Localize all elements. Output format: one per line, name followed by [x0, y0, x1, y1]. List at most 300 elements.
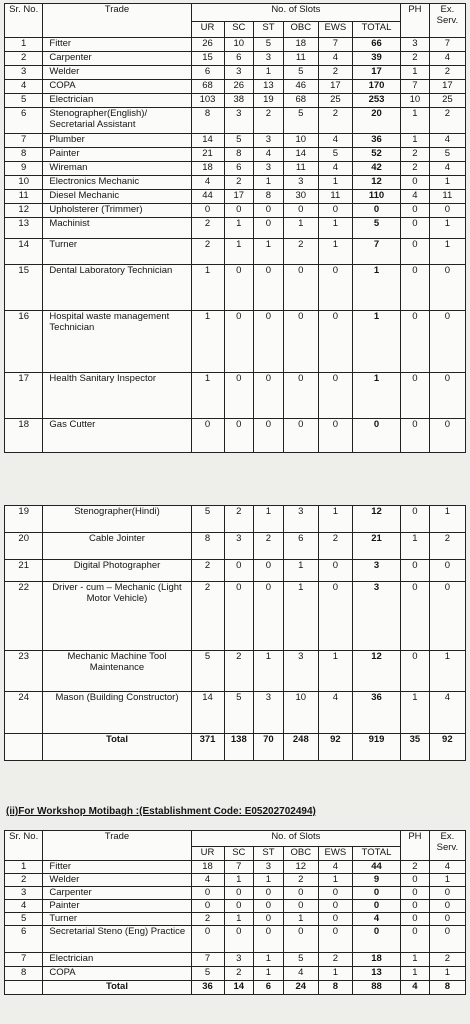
table-row — [5, 134, 466, 148]
cell-total: 12 — [352, 176, 400, 190]
cell-st: 0 — [254, 204, 284, 218]
cell-ews: 0 — [318, 373, 352, 419]
cell-sr-no: 4 — [5, 900, 43, 913]
cell-ur: 0 — [191, 900, 224, 913]
cell-sr-no: 7 — [5, 953, 43, 967]
cell-trade: Gas Cutter — [43, 419, 191, 453]
cell-ph: 4 — [401, 190, 430, 204]
cell-total: 42 — [352, 162, 400, 176]
table-row — [5, 373, 466, 419]
cell-ur: 0 — [191, 887, 224, 900]
header-total: TOTAL — [352, 22, 400, 38]
cell-total: 52 — [352, 148, 400, 162]
cell-ur: 18 — [191, 162, 224, 176]
trade-slots-table-2 — [4, 505, 466, 761]
table-row — [5, 861, 466, 874]
cell-sc: 1 — [224, 218, 254, 239]
cell-ews: 1 — [318, 967, 352, 981]
cell-trade: Electrician — [43, 94, 191, 108]
header-ph: PH — [401, 4, 430, 38]
cell-trade: Stenographer(English)/ Secretarial Assistant — [43, 108, 191, 134]
cell-st: 0 — [254, 419, 284, 453]
cell-trade: Painter — [43, 148, 191, 162]
table-row — [5, 148, 466, 162]
cell-ews: 2 — [318, 66, 352, 80]
cell-trade: Driver - cum – Mechanic (Light Motor Vehicle) — [43, 582, 191, 651]
cell-ur: 5 — [191, 651, 224, 692]
cell-obc: 11 — [283, 162, 318, 176]
cell-st: 0 — [254, 913, 284, 926]
cell-ex-serv: 1 — [429, 967, 465, 981]
cell-ph: 2 — [401, 52, 430, 66]
cell-obc: 1 — [283, 218, 318, 239]
cell-ph: 0 — [401, 506, 430, 533]
cell-ex-serv: 1 — [429, 176, 465, 190]
cell-ph: 1 — [401, 66, 430, 80]
cell-sr-no: 13 — [5, 218, 43, 239]
cell-obc: 0 — [283, 265, 318, 311]
header-total: TOTAL — [352, 847, 400, 861]
cell-ph: 0 — [401, 204, 430, 218]
cell-ph: 10 — [401, 94, 430, 108]
cell-sc: 2 — [224, 506, 254, 533]
cell-ex-serv: 5 — [429, 148, 465, 162]
cell-sc: 10 — [224, 38, 254, 52]
cell-st: 0 — [254, 218, 284, 239]
cell-st: 0 — [254, 560, 284, 582]
cell-ur: 14 — [191, 692, 224, 734]
total-cell-obc: 24 — [283, 981, 318, 995]
cell-total: 170 — [352, 80, 400, 94]
cell-sr-no: 23 — [5, 651, 43, 692]
cell-trade: Digital Photographer — [43, 560, 191, 582]
cell-obc: 0 — [283, 204, 318, 218]
cell-total: 110 — [352, 190, 400, 204]
cell-ex-serv: 1 — [429, 506, 465, 533]
cell-sr-no: 22 — [5, 582, 43, 651]
cell-sr-no: 15 — [5, 265, 43, 311]
cell-sr-no: 20 — [5, 533, 43, 560]
cell-trade: Health Sanitary Inspector — [43, 373, 191, 419]
cell-trade: COPA — [43, 967, 191, 981]
trade-slots-table-3 — [4, 830, 466, 995]
cell-obc: 5 — [283, 108, 318, 134]
cell-st: 0 — [254, 265, 284, 311]
cell-ph: 0 — [401, 913, 430, 926]
header-trade: Trade — [43, 831, 191, 861]
header-sc: SC — [224, 847, 254, 861]
cell-sc: 0 — [224, 900, 254, 913]
cell-ph: 2 — [401, 162, 430, 176]
cell-ews: 0 — [318, 582, 352, 651]
cell-sr-no: 8 — [5, 967, 43, 981]
cell-ex-serv: 1 — [429, 651, 465, 692]
total-cell-st: 6 — [254, 981, 284, 995]
cell-sr-no: 24 — [5, 692, 43, 734]
table-row — [5, 162, 466, 176]
cell-st: 1 — [254, 651, 284, 692]
cell-st: 0 — [254, 887, 284, 900]
table-row — [5, 900, 466, 913]
table-row — [5, 265, 466, 311]
table-row — [5, 52, 466, 66]
cell-ews: 0 — [318, 887, 352, 900]
cell-sc: 2 — [224, 176, 254, 190]
cell-ews: 0 — [318, 265, 352, 311]
cell-ex-serv: 2 — [429, 953, 465, 967]
cell-trade: Mechanic Machine Tool Maintenance — [43, 651, 191, 692]
cell-st: 0 — [254, 311, 284, 373]
cell-ex-serv: 4 — [429, 52, 465, 66]
cell-obc: 18 — [283, 38, 318, 52]
total-row — [5, 734, 466, 761]
cell-ur: 2 — [191, 582, 224, 651]
cell-sc: 26 — [224, 80, 254, 94]
cell-st: 4 — [254, 148, 284, 162]
table-row — [5, 176, 466, 190]
cell-ur: 68 — [191, 80, 224, 94]
cell-ews: 1 — [318, 651, 352, 692]
cell-ur: 0 — [191, 204, 224, 218]
cell-total: 21 — [352, 533, 400, 560]
cell-total: 0 — [352, 900, 400, 913]
cell-obc: 3 — [283, 176, 318, 190]
cell-sr-no: 4 — [5, 80, 43, 94]
cell-sr-no: 18 — [5, 419, 43, 453]
table-row — [5, 108, 466, 134]
table-row — [5, 560, 466, 582]
cell-st: 13 — [254, 80, 284, 94]
cell-ph: 1 — [401, 134, 430, 148]
header-no-of-slots: No. of Slots — [191, 831, 401, 847]
cell-sr-no: 14 — [5, 239, 43, 265]
cell-ph: 0 — [401, 560, 430, 582]
header-obc: OBC — [283, 847, 318, 861]
cell-sc: 0 — [224, 419, 254, 453]
cell-ex-serv: 0 — [429, 204, 465, 218]
cell-ph: 1 — [401, 533, 430, 560]
cell-ph: 0 — [401, 582, 430, 651]
table-row — [5, 506, 466, 533]
cell-total: 12 — [352, 651, 400, 692]
cell-total: 0 — [352, 887, 400, 900]
cell-obc: 2 — [283, 874, 318, 887]
cell-st: 0 — [254, 926, 284, 953]
cell-ews: 0 — [318, 204, 352, 218]
total-cell-total: 919 — [352, 734, 400, 761]
cell-ex-serv: 1 — [429, 874, 465, 887]
total-cell-trade: Total — [43, 734, 191, 761]
cell-obc: 0 — [283, 311, 318, 373]
cell-sr-no: 21 — [5, 560, 43, 582]
cell-obc: 1 — [283, 560, 318, 582]
cell-obc: 12 — [283, 861, 318, 874]
cell-ews: 2 — [318, 533, 352, 560]
cell-sc: 1 — [224, 913, 254, 926]
table-row — [5, 967, 466, 981]
cell-sc: 38 — [224, 94, 254, 108]
cell-ur: 8 — [191, 108, 224, 134]
cell-empty — [5, 981, 43, 995]
cell-st: 1 — [254, 176, 284, 190]
cell-ur: 18 — [191, 861, 224, 874]
cell-ur: 44 — [191, 190, 224, 204]
cell-sc: 1 — [224, 239, 254, 265]
cell-ews: 17 — [318, 80, 352, 94]
cell-total: 7 — [352, 239, 400, 265]
cell-sc: 17 — [224, 190, 254, 204]
total-cell-ex-serv: 92 — [429, 734, 465, 761]
cell-sr-no: 3 — [5, 66, 43, 80]
header-st: ST — [254, 22, 284, 38]
header-no-of-slots: No. of Slots — [191, 4, 401, 22]
cell-obc: 0 — [283, 373, 318, 419]
cell-sc: 5 — [224, 134, 254, 148]
cell-ph: 0 — [401, 311, 430, 373]
cell-ex-serv: 4 — [429, 692, 465, 734]
cell-trade: Wireman — [43, 162, 191, 176]
cell-trade: Machinist — [43, 218, 191, 239]
table-row — [5, 953, 466, 967]
total-cell-ews: 92 — [318, 734, 352, 761]
table-row — [5, 66, 466, 80]
table-row — [5, 582, 466, 651]
cell-sc: 3 — [224, 953, 254, 967]
cell-sr-no: 9 — [5, 162, 43, 176]
cell-ex-serv: 0 — [429, 887, 465, 900]
cell-sc: 0 — [224, 560, 254, 582]
header-ex-serv: Ex. Serv. — [429, 831, 465, 861]
cell-ex-serv: 0 — [429, 311, 465, 373]
table-row — [5, 190, 466, 204]
cell-ph: 2 — [401, 148, 430, 162]
cell-ph: 0 — [401, 419, 430, 453]
cell-sc: 0 — [224, 204, 254, 218]
cell-ur: 4 — [191, 176, 224, 190]
cell-obc: 10 — [283, 692, 318, 734]
cell-sc: 6 — [224, 52, 254, 66]
cell-ews: 0 — [318, 560, 352, 582]
cell-sr-no: 8 — [5, 148, 43, 162]
cell-ex-serv: 0 — [429, 373, 465, 419]
cell-ur: 26 — [191, 38, 224, 52]
cell-obc: 6 — [283, 533, 318, 560]
header-sc: SC — [224, 22, 254, 38]
cell-sc: 2 — [224, 651, 254, 692]
cell-ex-serv: 7 — [429, 38, 465, 52]
cell-ex-serv: 11 — [429, 190, 465, 204]
cell-ews: 0 — [318, 900, 352, 913]
cell-ews: 1 — [318, 239, 352, 265]
section-title-workshop-motibagh: (ii)For Workshop Motibagh :(Establishment Code: E05202702494) — [6, 806, 316, 817]
cell-sr-no: 11 — [5, 190, 43, 204]
cell-sc: 6 — [224, 162, 254, 176]
cell-sr-no: 6 — [5, 926, 43, 953]
cell-obc: 3 — [283, 651, 318, 692]
cell-ur: 7 — [191, 953, 224, 967]
cell-obc: 30 — [283, 190, 318, 204]
cell-trade: Secretarial Steno (Eng) Practice — [43, 926, 191, 953]
cell-obc: 68 — [283, 94, 318, 108]
cell-st: 3 — [254, 162, 284, 176]
cell-ex-serv: 4 — [429, 162, 465, 176]
header-ur: UR — [191, 22, 224, 38]
cell-sr-no: 1 — [5, 38, 43, 52]
cell-ews: 1 — [318, 176, 352, 190]
cell-trade: Fitter — [43, 861, 191, 874]
cell-ex-serv: 1 — [429, 218, 465, 239]
cell-ex-serv: 1 — [429, 239, 465, 265]
cell-sr-no: 2 — [5, 874, 43, 887]
cell-st: 1 — [254, 66, 284, 80]
total-cell-trade: Total — [43, 981, 191, 995]
cell-ph: 0 — [401, 887, 430, 900]
cell-ex-serv: 2 — [429, 66, 465, 80]
cell-ex-serv: 0 — [429, 913, 465, 926]
cell-ews: 0 — [318, 419, 352, 453]
header-ur: UR — [191, 847, 224, 861]
cell-st: 0 — [254, 582, 284, 651]
cell-ur: 0 — [191, 419, 224, 453]
cell-sc: 3 — [224, 108, 254, 134]
cell-ur: 8 — [191, 533, 224, 560]
cell-ex-serv: 4 — [429, 861, 465, 874]
cell-sc: 0 — [224, 582, 254, 651]
cell-total: 0 — [352, 204, 400, 218]
cell-ur: 1 — [191, 373, 224, 419]
cell-ex-serv: 0 — [429, 900, 465, 913]
cell-st: 1 — [254, 967, 284, 981]
cell-st: 2 — [254, 533, 284, 560]
cell-trade: Electrician — [43, 953, 191, 967]
cell-total: 4 — [352, 913, 400, 926]
cell-st: 3 — [254, 134, 284, 148]
cell-trade: Diesel Mechanic — [43, 190, 191, 204]
table-row — [5, 218, 466, 239]
cell-trade: Welder — [43, 874, 191, 887]
table-row — [5, 887, 466, 900]
table-row — [5, 692, 466, 734]
cell-total: 5 — [352, 218, 400, 239]
cell-ews: 25 — [318, 94, 352, 108]
cell-sr-no: 19 — [5, 506, 43, 533]
cell-total: 44 — [352, 861, 400, 874]
cell-ews: 0 — [318, 926, 352, 953]
cell-total: 17 — [352, 66, 400, 80]
cell-ews: 4 — [318, 162, 352, 176]
cell-ph: 0 — [401, 900, 430, 913]
cell-total: 36 — [352, 692, 400, 734]
cell-obc: 0 — [283, 926, 318, 953]
cell-ph: 1 — [401, 692, 430, 734]
cell-total: 66 — [352, 38, 400, 52]
cell-st: 1 — [254, 506, 284, 533]
cell-obc: 10 — [283, 134, 318, 148]
cell-ur: 4 — [191, 874, 224, 887]
cell-st: 1 — [254, 953, 284, 967]
cell-trade: Carpenter — [43, 52, 191, 66]
cell-ur: 0 — [191, 926, 224, 953]
cell-obc: 1 — [283, 582, 318, 651]
cell-sr-no: 10 — [5, 176, 43, 190]
cell-ur: 6 — [191, 66, 224, 80]
cell-sc: 7 — [224, 861, 254, 874]
table-row — [5, 38, 466, 52]
cell-sc: 5 — [224, 692, 254, 734]
cell-st: 0 — [254, 373, 284, 419]
cell-total: 3 — [352, 560, 400, 582]
cell-sc: 3 — [224, 533, 254, 560]
cell-ex-serv: 25 — [429, 94, 465, 108]
cell-sr-no: 6 — [5, 108, 43, 134]
trade-slots-table-1 — [4, 3, 466, 453]
cell-st: 8 — [254, 190, 284, 204]
cell-trade: Turner — [43, 239, 191, 265]
total-row — [5, 981, 466, 995]
cell-ews: 4 — [318, 134, 352, 148]
cell-ur: 103 — [191, 94, 224, 108]
cell-ph: 3 — [401, 38, 430, 52]
cell-obc: 0 — [283, 887, 318, 900]
cell-obc: 0 — [283, 419, 318, 453]
cell-trade: Turner — [43, 913, 191, 926]
cell-total: 18 — [352, 953, 400, 967]
cell-ex-serv: 0 — [429, 582, 465, 651]
cell-sr-no: 1 — [5, 861, 43, 874]
cell-st: 3 — [254, 861, 284, 874]
total-cell-ur: 371 — [191, 734, 224, 761]
cell-ph: 0 — [401, 265, 430, 311]
cell-sr-no: 7 — [5, 134, 43, 148]
cell-ur: 5 — [191, 506, 224, 533]
table-row — [5, 80, 466, 94]
cell-trade: Painter — [43, 900, 191, 913]
cell-sc: 0 — [224, 887, 254, 900]
header-trade: Trade — [43, 4, 191, 38]
total-cell-ex-serv: 8 — [429, 981, 465, 995]
cell-ews: 11 — [318, 190, 352, 204]
cell-ur: 21 — [191, 148, 224, 162]
header-st: ST — [254, 847, 284, 861]
cell-st: 0 — [254, 900, 284, 913]
header-ex-serv: Ex. Serv. — [429, 4, 465, 38]
cell-sr-no: 17 — [5, 373, 43, 419]
cell-trade: Fitter — [43, 38, 191, 52]
total-cell-ph: 35 — [401, 734, 430, 761]
table-row — [5, 311, 466, 373]
header-ph: PH — [401, 831, 430, 861]
cell-ph: 1 — [401, 953, 430, 967]
cell-trade: Upholsterer (Trimmer) — [43, 204, 191, 218]
cell-ex-serv: 0 — [429, 419, 465, 453]
cell-trade: Carpenter — [43, 887, 191, 900]
header-sr-no: Sr. No. — [5, 831, 43, 861]
cell-st: 1 — [254, 239, 284, 265]
cell-st: 5 — [254, 38, 284, 52]
cell-ph: 1 — [401, 967, 430, 981]
cell-obc: 2 — [283, 239, 318, 265]
table-row — [5, 913, 466, 926]
cell-sr-no: 3 — [5, 887, 43, 900]
cell-total: 1 — [352, 311, 400, 373]
cell-st: 1 — [254, 874, 284, 887]
cell-ph: 0 — [401, 651, 430, 692]
table-row — [5, 419, 466, 453]
cell-ur: 14 — [191, 134, 224, 148]
cell-ews: 2 — [318, 953, 352, 967]
cell-obc: 0 — [283, 900, 318, 913]
cell-ex-serv: 0 — [429, 926, 465, 953]
